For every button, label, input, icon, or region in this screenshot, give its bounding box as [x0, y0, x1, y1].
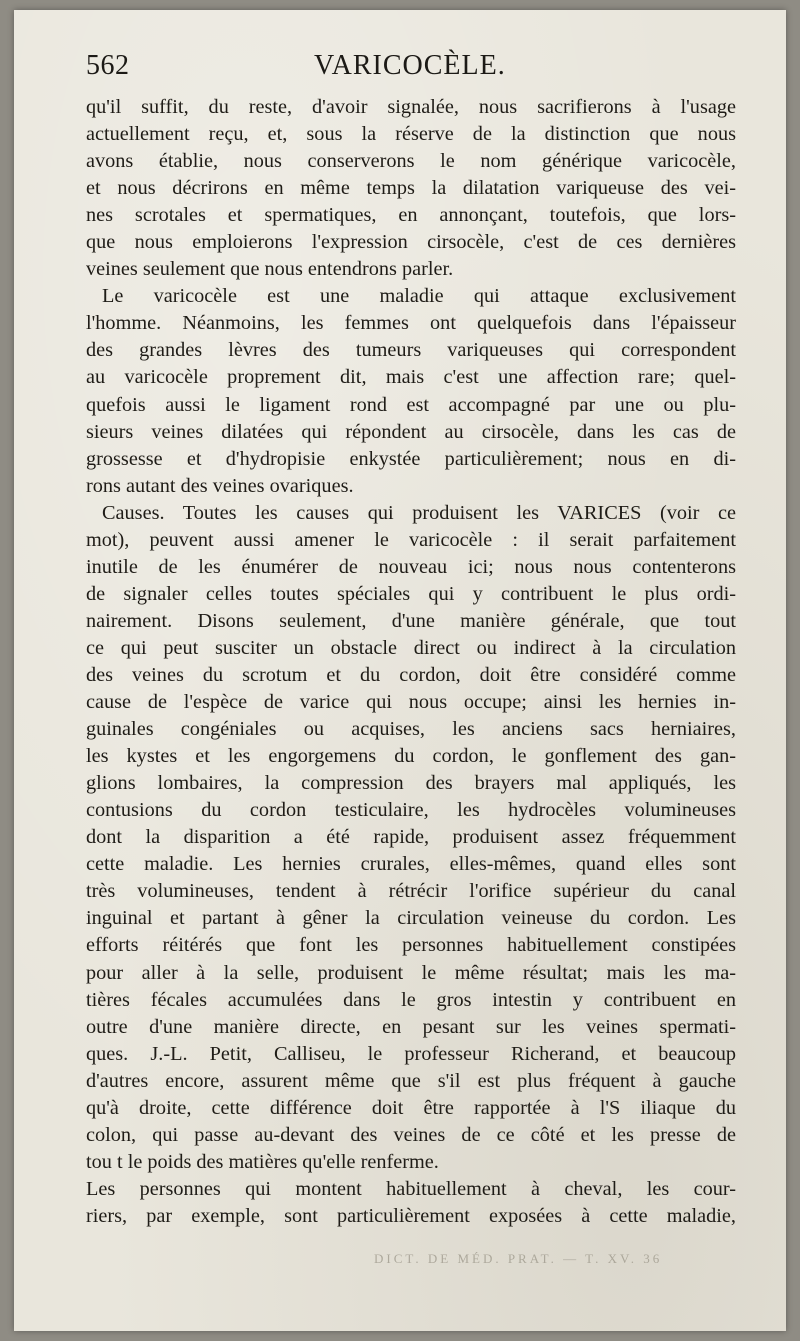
text-line: cette maladie. Les hernies crurales, elles-mêmes, quand elles sont [86, 853, 736, 876]
text-line: les kystes et les engorgemens du cordon, le gonflement des gan- [86, 745, 736, 768]
text-line: et nous décrirons en même temps la dilatation variqueuse des vei- [86, 177, 736, 200]
text-line: des veines du scrotum et du cordon, doit être considéré comme [86, 663, 736, 686]
text-line: nairement. Disons seulement, d'une manière générale, que tout [86, 609, 736, 632]
text-line: veines seulement que nous entendrons parler. [86, 258, 454, 281]
text-line: inguinal et partant à gêner la circulation veineuse du cordon. Les [86, 907, 736, 930]
page-header [86, 50, 734, 90]
text-line: que nous emploierons l'expression cirsocèle, c'est de ces dernières [86, 231, 736, 254]
page-number: 562 [86, 50, 130, 81]
text-line: guinales congéniales ou acquises, les anciens sacs herniaires, [86, 718, 736, 741]
text-line: Les personnes qui montent habituellement à cheval, les cour- [86, 1177, 736, 1200]
book-page [14, 10, 786, 1331]
text-line: glions lombaires, la compression des brayers mal appliqués, les [86, 772, 736, 795]
text-line: colon, qui passe au-devant des veines de ce côté et les presse de [86, 1123, 736, 1146]
text-line: riers, par exemple, sont particulièrement exposées à cette maladie, [86, 1204, 736, 1227]
text-line: l'homme. Néanmoins, les femmes ont quelquefois dans l'épaisseur [86, 312, 736, 335]
text-line: pour aller à la selle, produisent le même résultat; mais les ma- [86, 961, 736, 984]
text-line: mot), peuvent aussi amener le varicocèle : il serait parfaitement [86, 528, 736, 551]
text-line: d'autres encore, assurent même que s'il est plus fréquent à gauche [86, 1069, 736, 1092]
text-line: tières fécales accumulées dans le gros intestin y contribuent en [86, 988, 736, 1011]
text-line: Le varicocèle est une maladie qui attaque exclusivement [102, 285, 736, 308]
text-line: tou t le poids des matières qu'elle renferme. [86, 1150, 439, 1173]
text-line: des grandes lèvres des tumeurs variqueuses qui correspondent [86, 339, 736, 362]
text-line: grossesse et d'hydropisie enkystée particulièrement; nous en di- [86, 447, 736, 470]
printer-signature: DICT. DE MÉD. PRAT. — T. XV. 36 [374, 1251, 663, 1266]
text-line: de signaler celles toutes spéciales qui y contribuent le plus ordi- [86, 582, 736, 605]
text-line: avons établie, nous conserverons le nom générique varicocèle, [86, 150, 736, 173]
text-line: efforts réitérés que font les personnes habituellement constipées [86, 934, 736, 957]
text-line: actuellement reçu, et, sous la réserve de la distinction que nous [86, 123, 736, 146]
text-line: cause de l'espèce de varice qui nous occupe; ainsi les hernies in- [86, 691, 736, 714]
text-line: rons autant des veines ovariques. [86, 474, 354, 497]
text-line: contusions du cordon testiculaire, les hydrocèles volumineuses [86, 799, 736, 822]
text-line: Causes. Toutes les causes qui produisent les VARICES (voir ce [102, 501, 736, 524]
body-text [86, 94, 736, 1230]
text-line: ce qui peut susciter un obstacle direct ou indirect à la circulation [86, 636, 736, 659]
text-line: nes scrotales et spermatiques, en annonçant, toutefois, que lors- [86, 204, 736, 227]
running-title: VARICOCÈLE. [314, 50, 506, 81]
text-line: ques. J.-L. Petit, Calliseu, le professeur Richerand, et beaucoup [86, 1042, 736, 1065]
text-line: au varicocèle proprement dit, mais c'est une affection rare; quel- [86, 366, 736, 389]
text-line: qu'à droite, cette différence doit être rapportée à l'S iliaque du [86, 1096, 736, 1119]
text-line: très volumineuses, tendent à rétrécir l'orifice supérieur du canal [86, 880, 736, 903]
text-line: inutile de les énumérer de nouveau ici; nous nous contenterons [86, 555, 736, 578]
text-line: dont la disparition a été rapide, produisent assez fréquemment [86, 826, 736, 849]
text-line: qu'il suffit, du reste, d'avoir signalée, nous sacrifierons à l'usage [86, 96, 736, 118]
text-line: sieurs veines dilatées qui répondent au cirsocèle, dans les cas de [86, 420, 736, 443]
text-line: quefois aussi le ligament rond est accompagné par une ou plu- [86, 393, 736, 416]
text-line: outre d'une manière directe, en pesant sur les veines spermati- [86, 1015, 736, 1038]
